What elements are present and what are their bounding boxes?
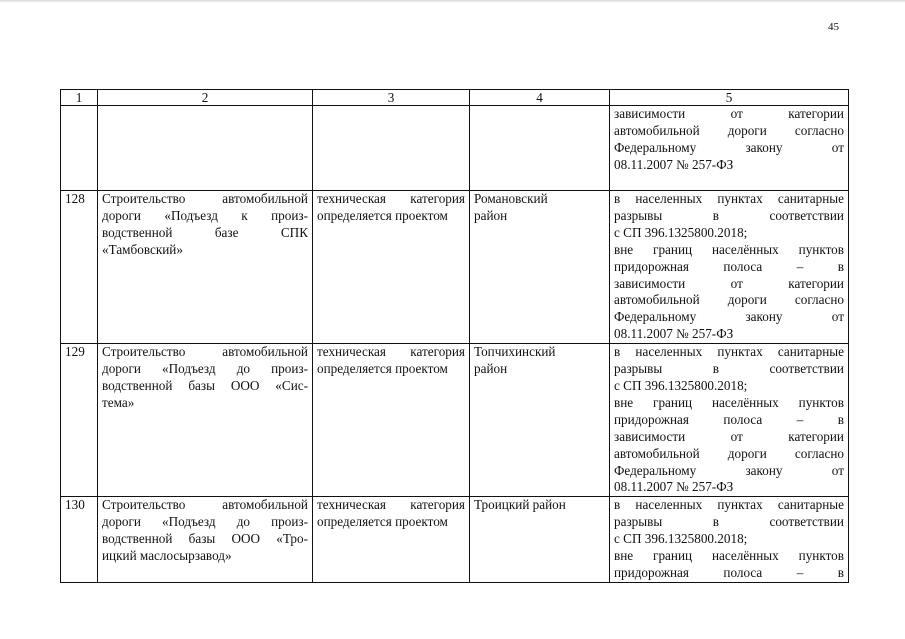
cell-line: разрывы в соответствии (614, 514, 844, 530)
cell-line: 08.11.2007 № 257-ФЗ (614, 479, 734, 495)
cont-cell-5 (610, 106, 849, 191)
category-cell (313, 497, 470, 583)
cell-line: дороги «Подъезд до произ- (102, 361, 308, 377)
cell-line: водственной базы ООО «Сис- (102, 377, 308, 393)
cell-line: с СП 396.1325800.2018; (614, 224, 748, 240)
cell-line: с СП 396.1325800.2018; (614, 531, 748, 547)
cell-line: вне границ населённых пунктов (614, 241, 844, 257)
cell-line: в населенных пунктах санитарные (614, 497, 844, 513)
cell-line: в населенных пунктах санитарные (614, 191, 844, 206)
cell-line: техническая категория (317, 497, 465, 513)
requirements-cell (610, 344, 849, 497)
cell-line: Троицкий район (474, 497, 566, 513)
cell-line: зависимости от категории (614, 106, 844, 121)
table-body (61, 106, 849, 583)
cell-line: зависимости от категории (614, 275, 844, 291)
cell-line: Строительство автомобильной (102, 497, 308, 513)
cell-line: определяется проектом (317, 361, 448, 377)
cell-line: вне границ населённых пунктов (614, 548, 844, 564)
cell-line: дороги «Подъезд до произ- (102, 514, 308, 530)
object-name-cell (98, 191, 313, 344)
row-number: 130 (61, 497, 98, 583)
header-col-5: 5 (610, 90, 849, 106)
district-cell (470, 191, 610, 344)
page-number: 45 (828, 21, 839, 33)
cell-line: 08.11.2007 № 257-ФЗ (614, 156, 734, 172)
district-cell (470, 344, 610, 497)
cell-line: придорожная полоса – в (614, 258, 844, 274)
cell-line: Романовский (474, 191, 548, 206)
cell-line: придорожная полоса – в (614, 564, 844, 580)
cell-line: Строительство автомобильной (102, 344, 308, 360)
header-col-2: 2 (98, 90, 313, 106)
cell-line: автомобильной дороги согласно (614, 292, 844, 308)
cell-line: техническая категория (317, 191, 465, 206)
cell-line: дороги «Подъезд к произ- (102, 207, 308, 223)
cell-line: 08.11.2007 № 257-ФЗ (614, 326, 734, 342)
continuation-row (61, 106, 849, 191)
cell-line: определяется проектом (317, 514, 448, 530)
cell-line: автомобильной дороги согласно (614, 122, 844, 138)
cell-line: автомобильной дороги согласно (614, 445, 844, 461)
cont-cell-1 (61, 106, 98, 191)
table-row (61, 191, 849, 344)
cell-line: Федеральному закону от (614, 309, 844, 325)
cell-line: техническая категория (317, 344, 465, 360)
scan-edge (0, 0, 905, 3)
category-cell (313, 344, 470, 497)
table-row (61, 497, 849, 583)
cont-cell-3 (313, 106, 470, 191)
cell-line: зависимости от категории (614, 428, 844, 444)
district-cell (470, 497, 610, 583)
table-row (61, 344, 849, 497)
requirements-cell (610, 497, 849, 583)
cell-line: ицкий маслосырзавод» (102, 548, 232, 564)
header-col-4: 4 (470, 90, 610, 106)
cell-line: Строительство автомобильной (102, 191, 308, 206)
cell-line: водственной базы ООО «Тро- (102, 531, 308, 547)
cont-cell-4 (470, 106, 610, 191)
header-col-3: 3 (313, 90, 470, 106)
object-name-cell (98, 497, 313, 583)
row-number: 129 (61, 344, 98, 497)
category-cell (313, 191, 470, 344)
cell-line: Топчихинский (474, 344, 556, 360)
cell-line: вне границ населённых пунктов (614, 394, 844, 410)
document-table (60, 89, 849, 583)
cell-line: придорожная полоса – в (614, 411, 844, 427)
cell-line: с СП 396.1325800.2018; (614, 377, 748, 393)
cell-line: район (474, 207, 508, 223)
cell-line: водственной базе СПК (102, 224, 308, 240)
object-name-cell (98, 344, 313, 497)
cell-line: Федеральному закону от (614, 462, 844, 478)
requirements-cell (610, 191, 849, 344)
cont-cell-2 (98, 106, 313, 191)
cell-line: «Тамбовский» (102, 241, 183, 257)
cell-line: район (474, 361, 508, 377)
table-header-row (61, 90, 849, 106)
cell-line: разрывы в соответствии (614, 361, 844, 377)
cell-line: Федеральному закону от (614, 139, 844, 155)
row-number: 128 (61, 191, 98, 344)
cell-line: в населенных пунктах санитарные (614, 344, 844, 360)
header-col-1: 1 (61, 90, 98, 106)
cell-line: разрывы в соответствии (614, 207, 844, 223)
cell-line: определяется проектом (317, 207, 448, 223)
cell-line: тема» (102, 394, 135, 410)
